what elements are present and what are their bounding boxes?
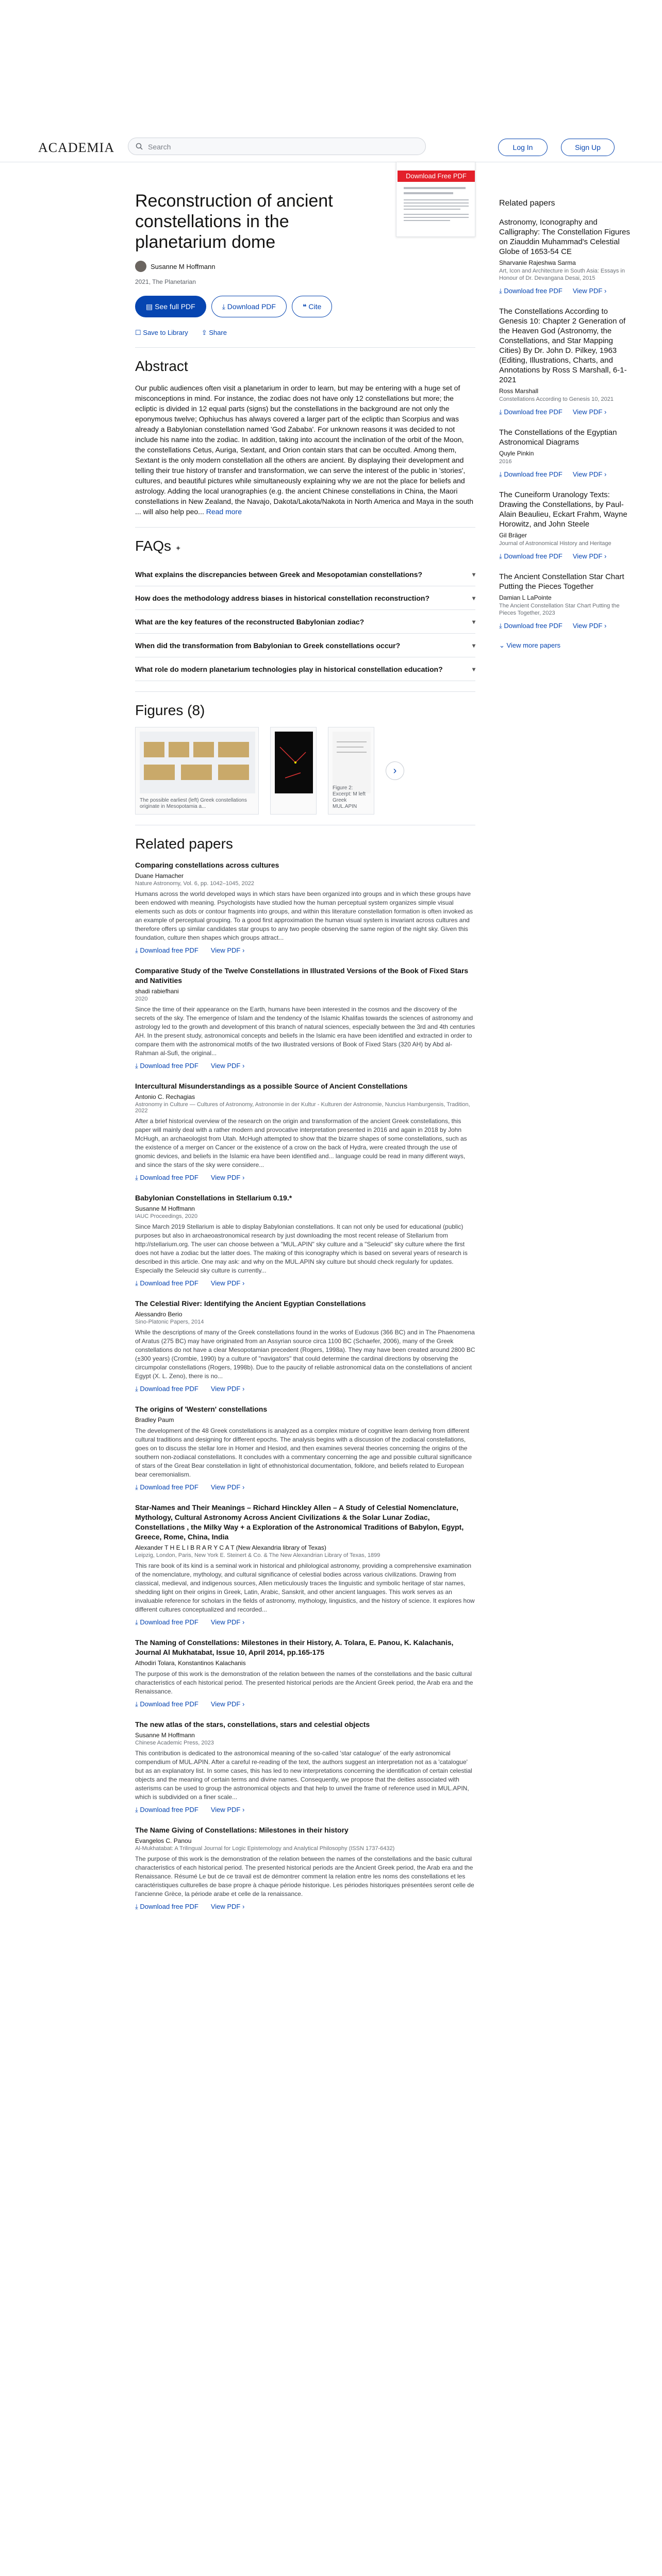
divider xyxy=(135,347,475,348)
related-paper-links xyxy=(135,1279,475,1287)
related-paper xyxy=(135,1825,475,1911)
download-free-pdf-link[interactable] xyxy=(135,1062,198,1070)
figure-image xyxy=(333,732,371,793)
document-icon: ▤ xyxy=(146,302,155,311)
related-paper-links xyxy=(135,1483,475,1492)
avatar[interactable] xyxy=(135,261,146,272)
related-paper-venue: IAUC Proceedings, 2020 xyxy=(135,1213,198,1219)
view-pdf-link[interactable] xyxy=(211,1279,245,1287)
thumb-line xyxy=(404,217,469,218)
chevron-right-icon: › xyxy=(602,552,607,560)
view-pdf-link[interactable] xyxy=(211,1385,245,1393)
sidebar-paper-title[interactable]: The Constellations of the Egyptian Astronomical Diagrams xyxy=(499,428,617,447)
view-pdf-link[interactable] xyxy=(211,1618,245,1626)
related-paper-links xyxy=(135,1618,475,1626)
download-free-pdf-label: Download free PDF xyxy=(140,1903,198,1910)
secondary-actions xyxy=(135,329,475,337)
chevron-down-icon: ▾ xyxy=(472,570,475,578)
paper-meta: 2021, The Planetarian xyxy=(135,278,196,285)
sidebar-paper xyxy=(499,307,636,416)
faq-question: What role do modern planetarium technologies play in historical constellation education? xyxy=(135,665,443,673)
sidebar-paper-title[interactable]: The Constellations According to Genesis 10: Chapter 2 Generation of the Heaven God (Astronomy, the Constellations, and Star Mapping Cities) By Dr. John D. Pilkey, 1963 (Editing, Illustrations, Charts, and Annotations by Ross S Marshall, 6-1-2021 xyxy=(499,307,627,384)
related-paper-summary: The purpose of this work is the demonstration of the relation between the names of the constellations and the basic cultural characteristics of each historical period. The presented historical periods are the Ancient Greek period, the Arab era and the Renaissance. Résumé Le but de ce travail est de démontrer comment la relation entre les noms des constellations et les caractéristiques culturelles de base propre à chaque période historique. Les périodes historiques présentées seront celle de l'ancienne Grèce, la période arabe et celle de la renaissance. xyxy=(135,1855,474,1897)
related-paper xyxy=(135,1503,475,1626)
author-row[interactable] xyxy=(135,261,475,272)
download-free-pdf-label: Download free PDF xyxy=(140,1483,198,1491)
thumb-line xyxy=(404,202,469,204)
related-paper-links xyxy=(135,1174,475,1182)
view-pdf-link[interactable] xyxy=(211,1483,245,1492)
view-pdf-label: View PDF xyxy=(210,1903,241,1910)
related-paper-title[interactable]: The Name Giving of Constellations: Milestones in their history xyxy=(135,1826,349,1834)
action-buttons xyxy=(135,296,475,317)
download-free-pdf-label: Download free PDF xyxy=(504,622,562,630)
view-pdf-link[interactable] xyxy=(211,946,245,955)
related-paper-author[interactable]: Athodiri Tolara, Konstantinos Kalachanis xyxy=(135,1659,246,1667)
sidebar-paper-venue: Journal of Astronomical History and Heritage xyxy=(499,540,611,547)
related-papers-list xyxy=(135,860,475,1911)
view-pdf-label: View PDF xyxy=(572,287,603,295)
chevron-right-icon: › xyxy=(240,1483,245,1491)
view-pdf-link[interactable] xyxy=(573,552,607,561)
download-free-pdf-link[interactable] xyxy=(135,1903,198,1911)
faq-item[interactable] xyxy=(135,586,475,610)
related-paper-summary: After a brief historical overview of the research on the origin and transformation of the ancient Greek constellations, this paper will mainly deal with a rather modern and provocative interpretation presented in 2016 and again in 2018 by John McHugh, an archaeologist from Utah. McHugh attempted to show that the bizarre shapes of some constellations, such as the existence of a merger on Cancer or the existence of a crow on the back of Hydra, were created through the use of gnomic devices, and beliefs in the Islamic era have been identified and... language could be read in many different ways, and since the stars of the sky were considere... xyxy=(135,1117,467,1168)
download-free-pdf-label: Download free PDF xyxy=(504,470,562,478)
sidebar-paper-title[interactable]: Astronomy, Iconography and Calligraphy: The Constellation Figures on Ziauddin Muhammad's Celestial Globe of 1653-54 CE xyxy=(499,218,631,256)
download-free-pdf-label: Download free PDF xyxy=(504,287,562,295)
sidebar-paper-author[interactable]: Sharvanie Rajeshwa Sarma xyxy=(499,259,576,266)
related-paper-summary: While the descriptions of many of the Greek constellations found in the works of Eudoxus (366 BC) and in The Phaenomena of Aratus (275 BC) may have originated from an Assyrian source circa 1100 BC (Schaefer, 2006), many of the Greek constellations do not have a clear Mesopotamian precedent (Rogers, 1998a). They may have been created around 2800 BC (±300 years) (Crombie, 1990) by a culture of "navigators" that could determine the cardinal directions by observing the circumpolar constellations (Rogers, 1998b). Due to the paucity of reliable astronomical data on the constellations of ancient Egypt (X. L. Zeno), there is no... xyxy=(135,1329,475,1380)
view-pdf-label: View PDF xyxy=(210,946,241,954)
related-paper-title[interactable]: Comparative Study of the Twelve Constellations in Illustrated Versions of the Book of Fixed Stars and Nativities xyxy=(135,967,469,985)
read-more-link[interactable]: Read more xyxy=(206,507,242,516)
chevron-down-icon: ▾ xyxy=(472,618,475,625)
view-pdf-link[interactable] xyxy=(211,1062,245,1070)
thumb-line xyxy=(404,220,450,221)
download-icon: ⤓ xyxy=(499,408,504,416)
bookmark-icon: ☐ xyxy=(135,329,143,336)
faq-question: What explains the discrepancies between Greek and Mesopotamian constellations? xyxy=(135,570,423,579)
sidebar-paper-author[interactable]: Damian L LaPointe xyxy=(499,594,552,601)
related-paper-links xyxy=(135,1903,475,1911)
related-paper-title[interactable]: Star-Names and Their Meanings – Richard Hinckley Allen – A Study of Celestial Nomenclature, Mythology, Cultural Astronomy Across Ancient Civilizations & the Solar Lunar Zodiac, Constellations , the Milky Way + a Exploration of the Astronomical Traditions of Babylon, Egypt, Greece, Rome, China, India xyxy=(135,1503,464,1541)
carousel-next-button[interactable] xyxy=(386,761,404,780)
download-icon: ⤓ xyxy=(135,1483,140,1491)
related-paper xyxy=(135,1193,475,1287)
view-pdf-link[interactable] xyxy=(211,1174,245,1182)
related-paper xyxy=(135,966,475,1070)
sidebar-paper xyxy=(499,490,636,561)
chevron-right-icon: › xyxy=(602,408,607,416)
chevron-right-icon: › xyxy=(240,946,245,954)
related-paper-author[interactable]: Antonio C. Rechagias xyxy=(135,1093,195,1100)
related-paper-links xyxy=(135,1385,475,1393)
view-pdf-link[interactable] xyxy=(573,287,607,295)
related-paper-author[interactable]: Alexander T H E L I B R A R Y C A T (New Alexandria library of Texas) xyxy=(135,1544,326,1551)
download-free-pdf-link[interactable] xyxy=(135,1700,198,1708)
download-free-pdf-label: Download free PDF xyxy=(140,946,198,954)
sidebar-paper xyxy=(499,572,636,630)
share-icon: ⇪ xyxy=(201,329,209,336)
sidebar-paper-venue: Constellations According to Genesis 10, 2021 xyxy=(499,396,614,402)
chevron-right-icon: › xyxy=(240,1062,245,1070)
view-pdf-label: View PDF xyxy=(210,1700,241,1708)
save-label: Save to Library xyxy=(143,329,188,336)
sidebar-heading: Related papers xyxy=(499,199,555,208)
top-blank-bar xyxy=(0,0,662,25)
chevron-right-icon: › xyxy=(240,1806,245,1814)
download-free-pdf-link[interactable] xyxy=(499,408,562,416)
paper-main xyxy=(135,172,475,1922)
view-more-label: View more papers xyxy=(506,641,561,649)
related-paper xyxy=(135,1720,475,1814)
related-paper-links xyxy=(135,1806,475,1814)
download-icon: ⤓ xyxy=(499,622,504,630)
related-paper-venue: Chinese Academic Press, 2023 xyxy=(135,1740,214,1746)
see-full-pdf-label: See full PDF xyxy=(155,302,195,311)
faq-item[interactable] xyxy=(135,634,475,657)
share-label: Share xyxy=(209,329,227,336)
download-free-pdf-label: Download free PDF xyxy=(140,1279,198,1287)
download-free-pdf-label: Download free PDF xyxy=(504,408,562,416)
download-free-pdf-link[interactable] xyxy=(499,470,562,479)
chevron-right-icon: › xyxy=(393,765,397,776)
chevron-right-icon: › xyxy=(602,622,607,630)
figures-carousel xyxy=(135,727,475,815)
view-pdf-link[interactable] xyxy=(573,408,607,416)
chevron-right-icon: › xyxy=(240,1618,245,1626)
related-paper-author[interactable]: Susanne M Hoffmann xyxy=(135,1732,195,1739)
author-name[interactable]: Susanne M Hoffmann xyxy=(151,262,216,270)
related-paper-venue: Sino-Platonic Papers, 2014 xyxy=(135,1319,204,1325)
related-paper-author[interactable]: Evangelos C. Panou xyxy=(135,1837,192,1844)
faq-item[interactable] xyxy=(135,610,475,634)
related-paper-author[interactable]: Bradley Paum xyxy=(135,1416,174,1423)
chevron-down-icon: ▾ xyxy=(472,641,475,649)
abstract-heading: Abstract xyxy=(135,358,188,374)
sidebar-paper-author[interactable]: Gil Bräger xyxy=(499,532,527,539)
sidebar-paper-links xyxy=(499,622,636,630)
paper-title: Reconstruction of ancient constellations in the planetarium dome xyxy=(135,191,333,252)
related-paper-links xyxy=(135,1062,475,1070)
view-pdf-label: View PDF xyxy=(210,1385,241,1393)
view-pdf-label: View PDF xyxy=(572,470,603,478)
thumb-line xyxy=(404,209,460,210)
sidebar-paper-title[interactable]: The Ancient Constellation Star Chart Putting the Pieces Together xyxy=(499,572,624,591)
related-paper-venue: 2020 xyxy=(135,996,148,1002)
chevron-right-icon: › xyxy=(240,1174,245,1181)
download-icon: ⤓ xyxy=(135,1806,140,1814)
sidebar-related-list xyxy=(499,217,636,630)
faq-item[interactable] xyxy=(135,657,475,681)
chevron-down-icon: ⌄ xyxy=(499,641,507,649)
download-free-pdf-label: Download free PDF xyxy=(140,1062,198,1070)
sidebar xyxy=(499,199,636,650)
download-icon: ⤓ xyxy=(135,1385,140,1393)
download-free-pdf-link[interactable] xyxy=(135,1483,198,1492)
download-icon: ⤓ xyxy=(135,1618,140,1626)
chevron-right-icon: › xyxy=(602,287,607,295)
faq-item[interactable] xyxy=(135,563,475,586)
related-paper-venue: Al-Mukhatabat: A Trilingual Journal for Logic Epistemology and Analytical Philosophy (ISSN 1737-6432) xyxy=(135,1845,395,1852)
related-paper-links xyxy=(135,946,475,955)
chevron-down-icon: ▾ xyxy=(472,594,475,602)
download-free-pdf-label: Download free PDF xyxy=(140,1174,198,1181)
download-free-pdf-link[interactable] xyxy=(135,1279,198,1287)
view-pdf-label: View PDF xyxy=(572,408,603,416)
download-free-pdf-label: Download free PDF xyxy=(140,1618,198,1626)
view-pdf-label: View PDF xyxy=(210,1062,241,1070)
pdf-thumbnail[interactable] xyxy=(396,162,475,237)
download-free-pdf-link[interactable] xyxy=(135,1806,198,1814)
related-paper xyxy=(135,860,475,955)
chevron-right-icon: › xyxy=(240,1700,245,1708)
thumb-line xyxy=(404,206,469,207)
related-paper-summary: The purpose of this work is the demonstration of the relation between the names of the constellations and the basic cultural characteristics of each historical period. The presented historical periods are the Ancient Greek period, the Arab era and the Renaissance. xyxy=(135,1670,473,1695)
abstract-text xyxy=(135,383,475,517)
figure-card[interactable] xyxy=(328,727,374,815)
related-paper-title[interactable]: Babylonian Constellations in Stellarium 0.19.* xyxy=(135,1194,292,1202)
related-paper-author[interactable]: Susanne M Hoffmann xyxy=(135,1205,195,1212)
related-paper-venue: Nature Astronomy, Vol. 6, pp. 1042–1045, 2022 xyxy=(135,880,254,887)
related-paper xyxy=(135,1404,475,1492)
download-free-pdf-link[interactable] xyxy=(135,1174,198,1182)
related-paper-links xyxy=(135,1700,475,1708)
download-icon: ⤓ xyxy=(135,946,140,954)
related-paper-author[interactable]: Duane Hamacher xyxy=(135,872,184,879)
view-more-papers-link[interactable] xyxy=(499,641,636,650)
download-free-pdf-link[interactable] xyxy=(135,946,198,955)
view-pdf-label: View PDF xyxy=(210,1806,241,1814)
related-paper-title[interactable]: The Naming of Constellations: Milestones in their History, A. Tolara, E. Panou, K. Kalachanis, Journal Al Mukhatabat, Issue 10, April 2014, pp.165-175 xyxy=(135,1638,454,1656)
sidebar-paper-author[interactable]: Ross Marshall xyxy=(499,387,539,395)
cite-label: Cite xyxy=(308,302,322,311)
related-paper-author[interactable]: shadi rabiefhani xyxy=(135,988,179,995)
figure-caption: Figure 2: Excerpt: M left Greek MUL.APIN xyxy=(333,785,366,809)
divider xyxy=(135,691,475,692)
faq-question: What are the key features of the reconstructed Babylonian zodiac? xyxy=(135,617,365,626)
sidebar-paper-links xyxy=(499,470,636,479)
related-paper-title[interactable]: The new atlas of the stars, constellations, stars and celestial objects xyxy=(135,1720,370,1728)
figure-image xyxy=(140,732,255,793)
figures-heading: Figures (8) xyxy=(135,702,205,718)
download-free-pdf-link[interactable] xyxy=(135,1618,198,1626)
signup-button[interactable]: Sign Up xyxy=(561,139,615,156)
view-pdf-link[interactable] xyxy=(211,1700,245,1708)
download-free-pdf-label: Download free PDF xyxy=(140,1806,198,1814)
related-paper-author[interactable]: Alessandro Berio xyxy=(135,1311,183,1318)
thumb-line xyxy=(404,187,466,189)
related-paper xyxy=(135,1081,475,1182)
related-paper-summary: The development of the 48 Greek constellations is analyzed as a complex mixture of cognitive learn deriving from different cultural traditions and designing for different epochs. The analysis begins with a discussion of the zodiacal constellations, goes on to discuss the stellar lore in Homer and Hesiod, and then examines several theories concerning the origins of the southern non-zodiacal constellations. It concludes with a commentary concerning the age and possible cultural significance of stars of the Great Bear constellation in light of ethnohistorical documentation, folklore, and beliefs related to European bear ceremonialism. xyxy=(135,1427,472,1478)
sidebar-paper-title[interactable]: The Cuneiform Uranology Texts: Drawing the Constellations, by Paul-Alain Beaulieu, Eckart Frahm, Wayne Horowitz, and John Steele xyxy=(499,490,627,529)
view-pdf-label: View PDF xyxy=(210,1618,241,1626)
faq-question: How does the methodology address biases in historical constellation reconstruction? xyxy=(135,594,429,602)
download-icon: ⤓ xyxy=(135,1700,140,1708)
divider xyxy=(135,527,475,528)
download-free-pdf-label: Download free PDF xyxy=(504,552,562,560)
thumb-line xyxy=(404,199,469,200)
pdf-download-banner[interactable]: Download Free PDF xyxy=(398,171,475,182)
quote-icon: ❝ xyxy=(302,302,309,311)
download-pdf-label: Download PDF xyxy=(227,302,276,311)
view-pdf-label: View PDF xyxy=(572,622,603,630)
sidebar-paper xyxy=(499,217,636,295)
figure-card[interactable] xyxy=(270,727,317,815)
faqs-heading xyxy=(135,538,475,554)
sidebar-paper xyxy=(499,428,636,479)
figure-image xyxy=(275,732,313,793)
related-paper-venue: Leipzig, London, Paris, New York E. Steinert & Co. & The New Alexandrian Library of Texas, 1899 xyxy=(135,1552,380,1558)
related-papers-heading: Related papers xyxy=(135,836,233,852)
view-pdf-link[interactable] xyxy=(573,622,607,630)
thumb-line xyxy=(404,214,469,215)
download-icon: ⤓ xyxy=(499,287,504,295)
related-paper-summary: This contribution is dedicated to the astronomical meaning of the so-called 'star catalogue' of the early astronomical compendium of MUL.APIN. After a careful re-reading of the text, the authors suggest an interpretation not as a 'catalogue' but as an explanatory list. In some cases, this has led to new interpretations concerning the identification of certain celestial objects and the meaning of certain terms and divine names. Consequently, we propose that the deities associated with asterisms can be used to group the astronomical objects and that help to unveil the frame of reference used in MUL.APIN, which is subdivided on a finer scale... xyxy=(135,1750,472,1801)
view-pdf-label: View PDF xyxy=(210,1174,241,1181)
faq-list xyxy=(135,563,475,681)
download-icon: ⤓ xyxy=(135,1903,140,1910)
related-paper xyxy=(135,1638,475,1708)
download-icon: ⤓ xyxy=(135,1279,140,1287)
download-free-pdf-label: Download free PDF xyxy=(140,1385,198,1393)
sidebar-paper-links xyxy=(499,408,636,416)
related-paper-title[interactable]: The Celestial River: Identifying the Ancient Egyptian Constellations xyxy=(135,1299,366,1308)
download-pdf-button[interactable] xyxy=(211,296,287,317)
site-header xyxy=(0,133,662,162)
academia-logo[interactable]: ACADEMIA xyxy=(38,140,115,155)
sidebar-paper-author[interactable]: Quyle Pinkin xyxy=(499,450,534,457)
abstract-body: Our public audiences often visit a planetarium in order to learn, but may be entering with a huge set of misconceptions in mind. For instance, the zodiac does not have only 12 constellations but more; the ecliptic is divided in 12 equal parts (signs) but the constellations in the background are not only the eponymous twelve; Ophiuchus has always covered a larger part of the ecliptic than Scorpius and was already a Babylonian constellation named 'God Zababa'. For unknown reasons it was decided to not include his name into the zodiac. In addition, taking into account the inclination of the orbit of the Moon, the constellations Cetus, Auriga, Sextant, and Orion contain stars that can be occulted. Among them, Sextant is the only modern constellation all the others are ancient. By displaying their development and telling their true history of transfer and transformation, we can serve the interest of the public in 'stories', cultures, and beautiful pictures while simultaneously explaining why we are not the place for beliefs and astrology. Adding the local uranographies (e.g. the ancient Chinese constellations in China, the Maori constellations in New Zealand, the Navajo, Dakota/Lakota/Nakota in North America and Maya in the south ... will also help peo... xyxy=(135,384,474,516)
login-button[interactable]: Log In xyxy=(498,139,548,156)
download-free-pdf-link[interactable] xyxy=(499,622,562,630)
view-pdf-label: View PDF xyxy=(210,1279,241,1287)
sidebar-paper-links xyxy=(499,552,636,561)
save-to-library-button[interactable] xyxy=(135,329,188,337)
search-icon xyxy=(136,143,143,150)
related-paper-summary: This rare book of its kind is a seminal work in historical and philological astronomy, providing a comprehensive examination of the nomenclature, mythology, and cultural significance of celestial bodies across various civilizations. Drawing from classical, medieval, and indigenous sources, Allen meticulously traces the linguistic and symbolic heritage of star names, shedding light on their origins in Greek, Latin, Arabic, Sanskrit, and other ancient languages. This work serves as an invaluable reference for scholars in the fields of astronomy, mythology, linguistics, and the history of science. It explores how different cultures conceptualized and recorded... xyxy=(135,1562,475,1613)
related-paper xyxy=(135,1299,475,1393)
view-pdf-link[interactable] xyxy=(573,470,607,479)
download-free-pdf-label: Download free PDF xyxy=(140,1700,198,1708)
download-icon: ⤓ xyxy=(499,552,504,560)
related-paper-title[interactable]: The origins of 'Western' constellations xyxy=(135,1405,268,1413)
related-paper-summary: Since the time of their appearance on the Earth, humans have been interested in the cosmos and the discovery of the secrets of the sky. The emergence of Islam and the tendency of the Islamic Khalifas towards the sciences of astronomy and astrology led to the growth and development of this branch of natural sciences, especially between the 3rd and 4th centuries AH. In the present study, astronomical concepts and beliefs in the Islamic era have been identified and extracted in order to compare them with the astronomical motifs of the two illustrated versions of Book of Fixed Stars (320 AH) by Abd al-Rahman al-Sufi, the original... xyxy=(135,1006,475,1057)
chevron-right-icon: › xyxy=(602,470,607,478)
figure-card[interactable] xyxy=(135,727,259,815)
chevron-down-icon: ▾ xyxy=(472,665,475,673)
search-placeholder: Search xyxy=(148,143,171,151)
download-free-pdf-link[interactable] xyxy=(135,1385,198,1393)
sidebar-paper-venue: Art, Icon and Architecture in South Asia: Essays in Honour of Dr. Devangana Desai, 2015 xyxy=(499,268,625,281)
view-pdf-link[interactable] xyxy=(211,1806,245,1814)
thumb-line xyxy=(404,192,453,194)
view-pdf-label: View PDF xyxy=(210,1483,241,1491)
download-icon: ⤓ xyxy=(135,1062,140,1070)
search-input[interactable] xyxy=(128,138,426,155)
chevron-right-icon: › xyxy=(240,1903,245,1910)
download-icon: ⤓ xyxy=(499,470,504,478)
download-icon: ⤓ xyxy=(222,302,227,311)
chevron-right-icon: › xyxy=(240,1279,245,1287)
ai-sparkle-icon: ✦ xyxy=(175,544,181,552)
related-paper-summary: Humans across the world developed ways in which stars have been organized into groups and in which these groups have been endowed with meaning. Psychologists have studied how the human perceptual system organizes simple visual elements such as dots or contour fragments into groups, and within this literature constellation formation is often invoked as an example of perceptual grouping. To a good first approximation the human visual system is invariant across cultures and therefore offers up similar candidates star groups to any two people observing the same region of the night sky. Given this foundation, culture then shapes which groups attract... xyxy=(135,890,473,941)
download-free-pdf-link[interactable] xyxy=(499,552,562,561)
sidebar-paper-venue: 2016 xyxy=(499,459,512,465)
download-icon: ⤓ xyxy=(135,1174,140,1181)
faq-question: When did the transformation from Babylonian to Greek constellations occur? xyxy=(135,641,401,650)
sidebar-paper-links xyxy=(499,287,636,295)
sidebar-paper-venue: The Ancient Constellation Star Chart Putting the Pieces Together, 2023 xyxy=(499,603,620,616)
related-paper-summary: Since March 2019 Stellarium is able to display Babylonian constellations. It can not only be used for educational (public) purposes but also in archaeoastronomical research by just downloading the most recent release of Stellarium from http://stellarium.org. The user can choose between a "MUL.APIN" sky culture and a "Seleucid" sky culture where the first does not have a zodiac but the latter does. The making of this iconography which is based on several years of research is described in this article. One may ask: and why on the MUL.APIN sky culture but should check regularly for updates. Especially the Seleucid sky culture is currently... xyxy=(135,1223,468,1274)
related-paper-title[interactable]: Intercultural Misunderstandings as a possible Source of Ancient Constellations xyxy=(135,1082,408,1090)
cite-button[interactable] xyxy=(292,296,332,317)
view-pdf-label: View PDF xyxy=(572,552,603,560)
chevron-right-icon: › xyxy=(240,1385,245,1393)
figure-caption: The possible earliest (left) Greek constellations originate in Mesopotamia a... xyxy=(140,798,247,809)
download-free-pdf-link[interactable] xyxy=(499,287,562,295)
see-full-pdf-button[interactable] xyxy=(135,296,206,317)
related-paper-title[interactable]: Comparing constellations across cultures xyxy=(135,861,279,869)
share-button[interactable] xyxy=(202,329,227,337)
view-pdf-link[interactable] xyxy=(211,1903,245,1911)
faqs-title: FAQs xyxy=(135,538,172,554)
related-paper-venue: Astronomy in Culture — Cultures of Astronomy, Astronomie in der Kultur - Kulturen der Astronomie, Nuncius Hamburgensis, Tradition, 2022 xyxy=(135,1101,470,1114)
